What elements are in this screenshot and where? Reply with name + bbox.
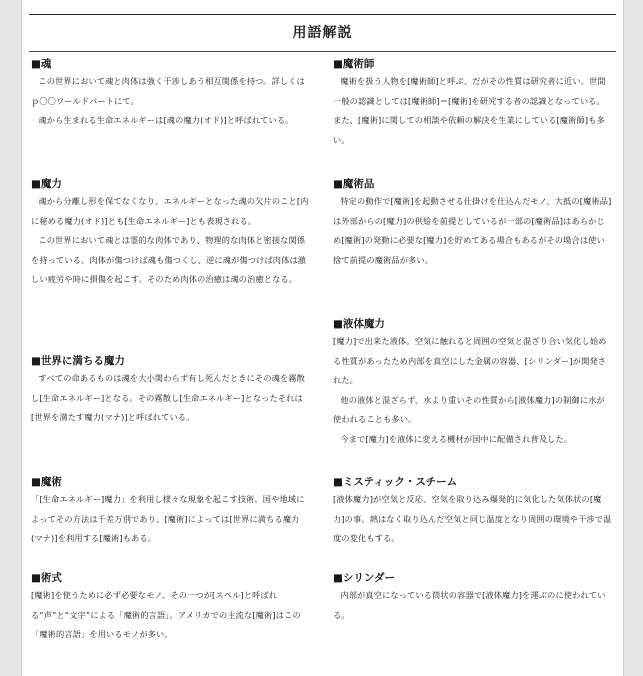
term-heading: ■液体魔力 <box>333 318 385 330</box>
term-body <box>31 72 311 131</box>
term-heading: ■魂 <box>31 58 52 70</box>
term-paragraph: 魂から生まれる生命エネルギーは[魂の魔力(オド)]と呼ばれている。 <box>38 115 294 125</box>
term-heading: ■世界に満ちる魔力 <box>31 355 125 367</box>
term-sorcerer <box>333 56 613 150</box>
term-heading: ■術式 <box>31 572 62 584</box>
term-body <box>333 72 613 150</box>
term-heading: ■魔術 <box>31 476 62 488</box>
top-rule <box>29 14 616 15</box>
term-body <box>333 192 613 270</box>
term-paragraph: 他の液体と混ざらず、水より重いその性質から[液体魔力]の制御に水が使われることも多い。 <box>333 394 605 424</box>
term-paragraph: 魂から分離し形を保てなくなり、エネルギーとなった魂の欠片のこと[内に秘める魔力(オド)]とも[生命エネルギー]とも表現される。 <box>31 196 309 226</box>
title-rule <box>29 51 616 52</box>
term-paragraph: 魔術を扱う人物を[魔術師]と呼ぶ、だがその性質は研究者に近い。世間一般の認識としては[魔術師]＝[魔術]を研究する者の認識となっている。また、[魔術]に関しての相談や依頼の解決を生業にしている[魔術師]も多い。 <box>333 76 606 145</box>
term-heading: ■魔力 <box>31 178 62 190</box>
term-paragraph: すべての命あるものは魂を大小関わらず有し死んだときにその魂を霧散し[生命エネルギー]となる。その霧散し[生命エネルギー]となったそれは[世界を満たす魔力(マナ)]と呼ばれている。 <box>31 373 306 422</box>
term-body <box>333 586 613 625</box>
page-title: 用語解説 <box>292 25 353 41</box>
term-world-mana <box>31 353 311 428</box>
term-paragraph: [魔術]を使うために必ず必要なモノ、その一つが[スペル]と呼ばれる“声”と“文字”による「魔術的言語」。アメリカでの主流な[魔術]はこの「魔術的言語」を用いるモノが多い。 <box>31 590 301 639</box>
term-formula <box>31 570 311 645</box>
term-body <box>333 490 613 549</box>
term-paragraph: 今まで[魔力]を液体に変える機材が国中に配備され普及した。 <box>340 433 573 444</box>
term-body <box>333 332 613 449</box>
term-body <box>31 490 311 549</box>
term-liquid-magic <box>333 316 613 449</box>
term-paragraph: 「[生命エネルギー]魔力」を利用し様々な現象を起こす技術。国や地域によってその方法は千差万別であり、[魔術]によっては[世界に満ちる魔力(マナ)]を利用する[魔術]もある。 <box>31 494 305 543</box>
term-magic-power <box>31 176 311 290</box>
term-soul <box>31 56 311 131</box>
term-magic-item <box>333 176 613 270</box>
term-heading: ■魔術品 <box>333 178 375 190</box>
term-body <box>31 586 311 645</box>
term-paragraph: 特定の動作で[魔術]を起動させる仕掛けを仕込んだモノ、大抵の[魔術品]は外部からの[魔力]の供給を前提としているが一部の[魔術品]はあらかじめ[魔術]の発動に必要な[魔力]を貯めてある場合もあるがその場合は使い捨て前提の魔術品が多い。 <box>333 196 612 265</box>
term-paragraph: この世界において魂と肉体は強く干渉しあう相互関係を持つ。詳しくはｐ〇〇ワールドパートにて。 <box>31 76 305 106</box>
term-heading: ■ミスティック・スチーム <box>333 476 458 488</box>
term-paragraph: この世界において魂とは霊的な肉体であり、物理的な肉体と密接な関係を持っている。肉体が傷つけば魂も傷つくし、逆に魂が傷つけば肉体は激しい疲労や時に損傷を起こす。そのため肉体の治癒は魂の治癒となる。 <box>31 235 307 284</box>
term-paragraph: [魔力]で出来た液体。空気に触れると周囲の空気と混ざり合い気化し始める性質があったため内部を真空にした金属の容器、[シリンダー]が開発された。 <box>333 336 607 385</box>
term-mystic-steam <box>333 474 613 549</box>
term-cylinder <box>333 570 613 625</box>
term-heading: ■魔術師 <box>333 58 375 70</box>
term-body <box>31 192 311 290</box>
term-sorcery <box>31 474 311 549</box>
term-heading: ■シリンダー <box>333 572 396 584</box>
term-paragraph: [液体魔力]が空気と反応、空気を取り込み爆発的に気化した気体状の[魔力]の事。熱はなく取り込んだ空気と同じ温度となり周囲の環境や干渉で温度の変化もする。 <box>333 494 612 543</box>
glossary-page <box>21 0 624 676</box>
term-paragraph: 内部が真空になっている筒状の容器で[液体魔力]を運ぶのに使われている。 <box>333 590 606 620</box>
term-body <box>31 369 311 428</box>
